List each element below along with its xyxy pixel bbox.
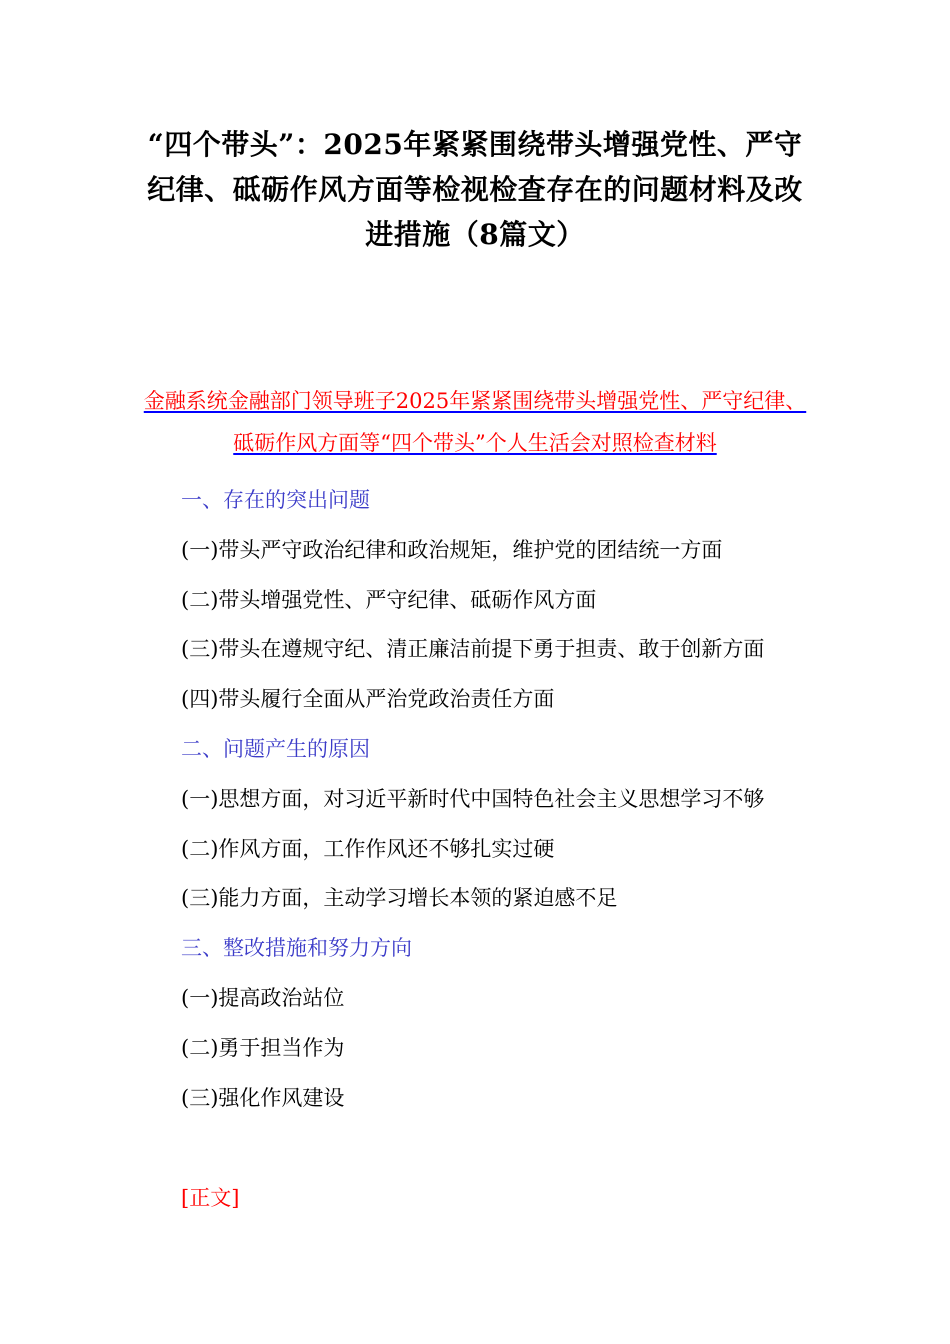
document-title: “四个带头”：2025年紧紧围绕带头增强党性、严守纪律、砥砺作风方面等检视检查存在的问题材料及改进措施（8篇文） — [147, 128, 803, 251]
toc-heading — [140, 380, 810, 464]
toc-item: (三)能力方面，主动学习增长本领的紧迫感不足 — [181, 886, 618, 911]
table-of-contents — [181, 476, 821, 1123]
body-marker: [正文] — [181, 1186, 240, 1210]
toc-item: (二)作风方面，工作作风还不够扎实过硬 — [181, 836, 555, 861]
toc-section-3[interactable]: 三、整改措施和努力方向 — [181, 936, 412, 961]
toc-heading-link[interactable]: 金融系统金融部门领导班子2025年紧紧围绕带头增强党性、严守纪律、砥砺作风方面等“四个带头”个人生活会对照检查材料 — [143, 389, 807, 455]
toc-item: (三)强化作风建设 — [181, 1085, 345, 1110]
toc-section-2[interactable]: 二、问题产生的原因 — [181, 736, 370, 761]
toc-item: (二)勇于担当作为 — [181, 1035, 345, 1060]
toc-item: (一)提高政治站位 — [181, 985, 345, 1010]
toc-item: (二)带头增强党性、严守纪律、砥砺作风方面 — [181, 587, 597, 612]
toc-item: (一)思想方面，对习近平新时代中国特色社会主义思想学习不够 — [181, 786, 765, 811]
toc-item: (一)带头严守政治纪律和政治规矩，维护党的团结统一方面 — [181, 537, 723, 562]
toc-item: (四)带头履行全面从严治党政治责任方面 — [181, 687, 555, 712]
toc-item: (三)带头在遵规守纪、清正廉洁前提下勇于担责、敢于创新方面 — [181, 637, 765, 662]
toc-section-1[interactable]: 一、存在的突出问题 — [181, 488, 370, 512]
